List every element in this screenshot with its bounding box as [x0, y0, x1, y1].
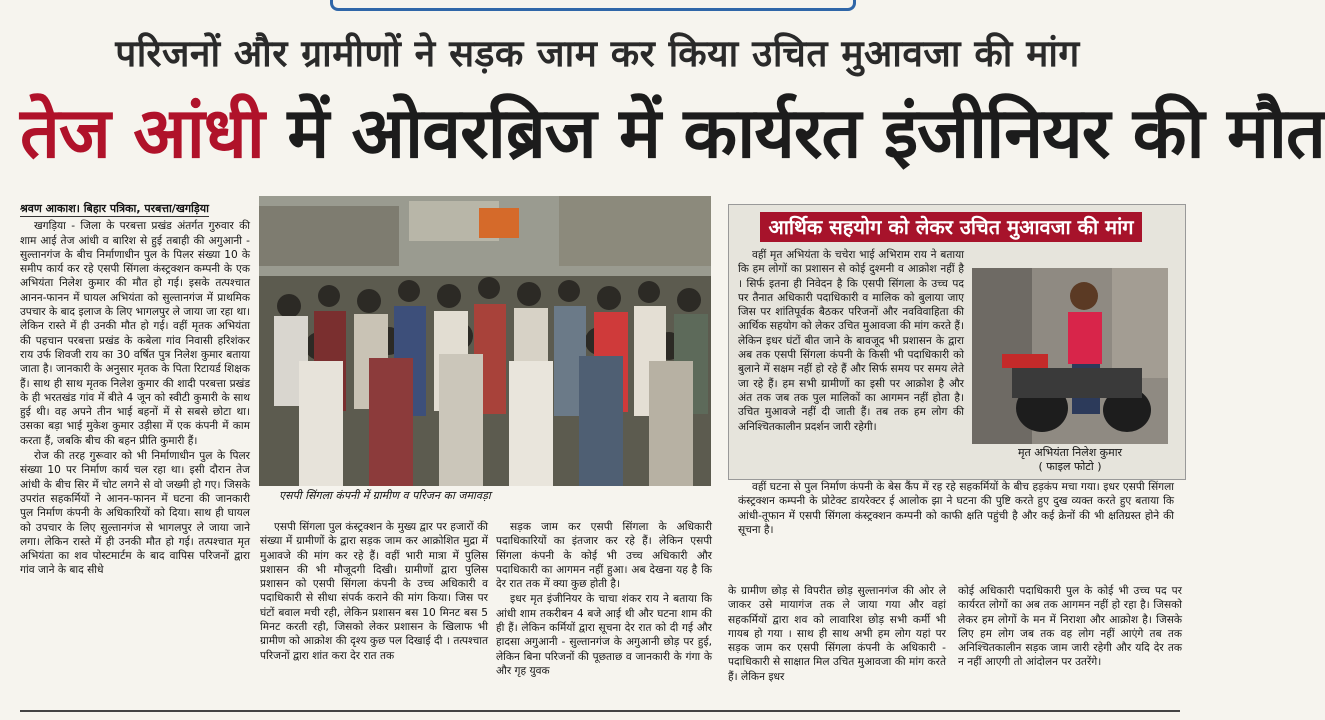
sidebar-text-column — [738, 248, 964, 434]
article-paragraph: एसपी सिंगला पुल कंस्ट्रक्शन के मुख्य द्वार पर हजारों की संख्या में ग्रामीणों के द्वारा सड़क जाम कर आक्रोशित मुद्रा में मुआवजे की मांग कर रहे हैं। वहीं भारी मात्रा में पुलिस प्रशासन की भी मौजूदगी दिखी। ग्रामीणों द्वारा पुलिस प्रशासन को एसपी सिंगला कंपनी के उच्च अधिकारी व पदाधिकारी से सीधा संपर्क कराने की मांग किया। जिस पर घंटों बवाल मची रही, लेकिन प्रशासन बस 10 मिनट बस 5 मिनट करती रही, जिसको लेकर प्रशासन के खिलाफ भी ग्रामीण को आक्रोश की दृश्य कुछ पल दिखाई दी । तत्पश्चात परिजनों द्वारा शांत करा देर रात तक — [260, 521, 488, 662]
article-paragraph: इधर मृत इंजीनियर के चाचा शंकर राय ने बताया कि आंधी शाम तकरीबन 4 बजे आई थी और घटना शाम की ही हैं। लेकिन कर्मियों द्वारा सूचना देर रात को दी गई और हादसा अगुआनी - सुल्तानगंज के अगुआनी छोड़ पर हुई, लेकिन बिना परिजनों की पूछताछ व जानकारी के गंगा के और गृह युवक — [496, 593, 712, 677]
article-paragraph: खगड़िया - जिला के परबत्ता प्रखंड अंतर्गत गुरुवार की शाम आई तेज आंधी व बारिश से हुई तबाही की अगुआनी - सुल्तानगंज के बीच निर्माणाधीन पुल के पिलर संख्या 10 के समीप कार्य कर रहे एसपी सिंगला कंस्ट्रक्शन कम्पनी के एक अभियंता निलेश कुमार की मौत हो गई। इसके तत्पश्चात आनन-फानन में घायल अभियंता को सुल्तानगंज में प्राथमिक उपचार के बाद इलाज के लिए भागलपुर ले जाया जा रहा था। लेकिन रास्ते में ही उनकी मौत हो गई। वहीं मृतक अभियंता की पहचान परबत्ता प्रखंड के कबेला गांव निवासी हरिशंकर राय उर्फ शिवजी राय का 30 वर्षित पुत्र निलेश कुमार बताया जाता है। जानकारी के अनुसार मृतक के पिता रिटायर्ड शिक्षक हैं। साथ ही साथ मृतक निलेश कुमार की शादी परबत्ता प्रखंड के ही भरतखंड गांव में बीते 4 जून को स्वीटी कुमारी के साथ हुई थी। वह अपने तीन भाई बहनों में से सबसे छोटा था। उसका बड़ा भाई मुकेश कुमार उड़ीसा में एक कंपनी में काम करता हैं, जबकि बीच की बहन प्रीति कुमारी हैं। — [20, 220, 250, 447]
sidebar-title: आर्थिक सहयोग को लेकर उचित मुआवजा की मांग — [760, 212, 1142, 242]
article-column-1 — [20, 202, 250, 578]
sidebar-paragraph: वहीं मृत अभियंता के चचेरा भाई अभिराम राय ने बताया कि हम लोगों का प्रशासन से कोई दुश्मनी व आक्रोश नहीं है । सिर्फ इतना ही निवेदन है कि एसपी सिंगला के उच्च पद पर तैनात अधिकारी पदाधिकारी व मालिक को बुलाया जाए जिस पर शांतिपूर्वक बैठकर परिजनों और नवविवाहिता की आर्थिक सहयोग को लेकर उचित मुआवजा की मांग करते हैं। लेकिन इधर घंटों बीत जाने के बावजूद भी प्रशासन के द्वारा अब तक एसपी सिंगला कंपनी के किसी भी पदाधिकारी को बुलाने में सक्षम नहीं हो रहे हैं और सिर्फ समय पर समय लेते जा रहे हैं। हम सभी ग्रामीणों का इसी पर आक्रोश है और अंत तक जब तक पुल मालिकों का आगमन नहीं होता है। उचित मुआवजे नहीं दी जाती हैं। तब तक हम लोग की अनिश्चितकालीन प्रदर्शन जारी रहेगी। — [738, 249, 964, 433]
article-column-4 — [728, 584, 946, 684]
kicker-headline: परिजनों और ग्रामीणों ने सड़क जाम कर किया उचित मुआवजा की मांग — [115, 32, 1080, 75]
article-column-5 — [958, 584, 1182, 670]
article-column-3 — [496, 520, 712, 678]
sidebar-paragraph: वहीं घटना से पुल निर्माण कंपनी के बेस कैंप में रह रहे सहकर्मियों के बीच हड़कंप मचा गया। इधर एसपी सिंगला कंस्ट्रक्शन कम्पनी के प्रोटेक्ट डायरेक्टर ई आलोक झा ने घटना की पुष्टि करते हुए दुख व्यक्त करते हुए बताया कि आंधी-तूफान में एसपी सिंगला कंस्ट्रक्शन कम्पनी को काफी क्षति पहुंची है और कई क्रेनों की भी क्षतिग्रस्त होने की सूचना है। — [738, 481, 1174, 536]
engineer-photo-illustration — [972, 268, 1168, 444]
bottom-rule — [20, 710, 1180, 712]
engineer-photo — [972, 268, 1168, 444]
crowd-photo — [259, 196, 711, 486]
article-column-2 — [260, 520, 488, 663]
engineer-photo-caption-name: मृत अभियंता निलेश कुमार — [1017, 446, 1123, 459]
headline-highlight: तेज आंधी — [20, 92, 264, 174]
article-paragraph: के ग्रामीण छोड़ से विपरीत छोड़ सुल्तानगंज की ओर ले जाकर उसे मायागंज तक ले जाया गया और वहां सहकर्मियों द्वारा शव को लावारिश छोड़ सभी कर्मी भी गायब हो गया । साथ ही साथ अभी हम लोग यहां पर सड़क जाम कर एसपी सिंगला कंपनी के अधिकारी - पदाधिकारी से साक्षात मिल उचित मुआवजा की मांग करते हैं। लेकिन इधर — [728, 585, 946, 683]
article-paragraph: सड़क जाम कर एसपी सिंगला के अधिकारी पदाधिकारियों का इंतजार कर रहे हैं। लेकिन एसपी सिंगला कंपनी के कोई भी उच्च अधिकारी और पदाधिकारी का आगमन नहीं हुआ। अब देखना यह है कि देर रात तक में क्या कुछ होती है। — [496, 521, 712, 591]
article-paragraph: रोज की तरह गुरूवार को भी निर्माणाधीन पुल के पिलर संख्या 10 पर निर्माण कार्य चल रहा था। इसी दौरान तेज आंधी के बीच सिर में चोट लगने से वो जख्मी हो गए। जिसके उपरांत सहकर्मियों ने आनन-फानन में घटना की जानकारी पुल निर्माण कंपनी के अधिकारियों को दिया। साथ ही घायल को उपचार के लिए सुल्तानगंज से भागलपुर ले जाया जाने लगा। लेकिन रास्ते में ही उनकी मौत हो गई। तत्पश्चात मृत अभियंता का शव पोस्टमार्टम के बाद वापिस परिजनों द्वारा गांव जाने के बाद सीधे — [20, 450, 250, 577]
headline-rest: में ओवरब्रिज में कार्यरत इंजीनियर की मौत — [287, 92, 1325, 174]
engineer-photo-caption-note: ( फाइल फोटो ) — [1038, 460, 1102, 473]
top-banner-frame — [330, 0, 856, 11]
crowd-photo-caption: एसपी सिंगला कंपनी में ग्रामीण व परिजन का जमावड़ा — [279, 489, 491, 502]
engineer-photo-caption — [972, 446, 1168, 474]
sidebar-wide-text — [738, 480, 1174, 537]
article-paragraph: कोई अधिकारी पदाधिकारी पुल के कोई भी उच्च पद पर कार्यरत लोगों का अब तक आगमन नहीं हो रहा है। जिसको लेकर हम लोगों के मन में निराशा और आक्रोश है। जिसके लिए हम लोग जब तक वह लोग नहीं आएंगे तब तक अनिश्चितकालीन सड़क जाम जारी रहेगी और यदि देर तक न नहीं आएगी तो आंदोलन पर उतरेंगे। — [958, 585, 1182, 669]
main-headline — [20, 88, 1325, 178]
byline: श्रवण आकाश। बिहार पत्रिका, परबत्ता/खगड़िया — [20, 202, 209, 217]
crowd-photo-illustration — [259, 196, 711, 486]
